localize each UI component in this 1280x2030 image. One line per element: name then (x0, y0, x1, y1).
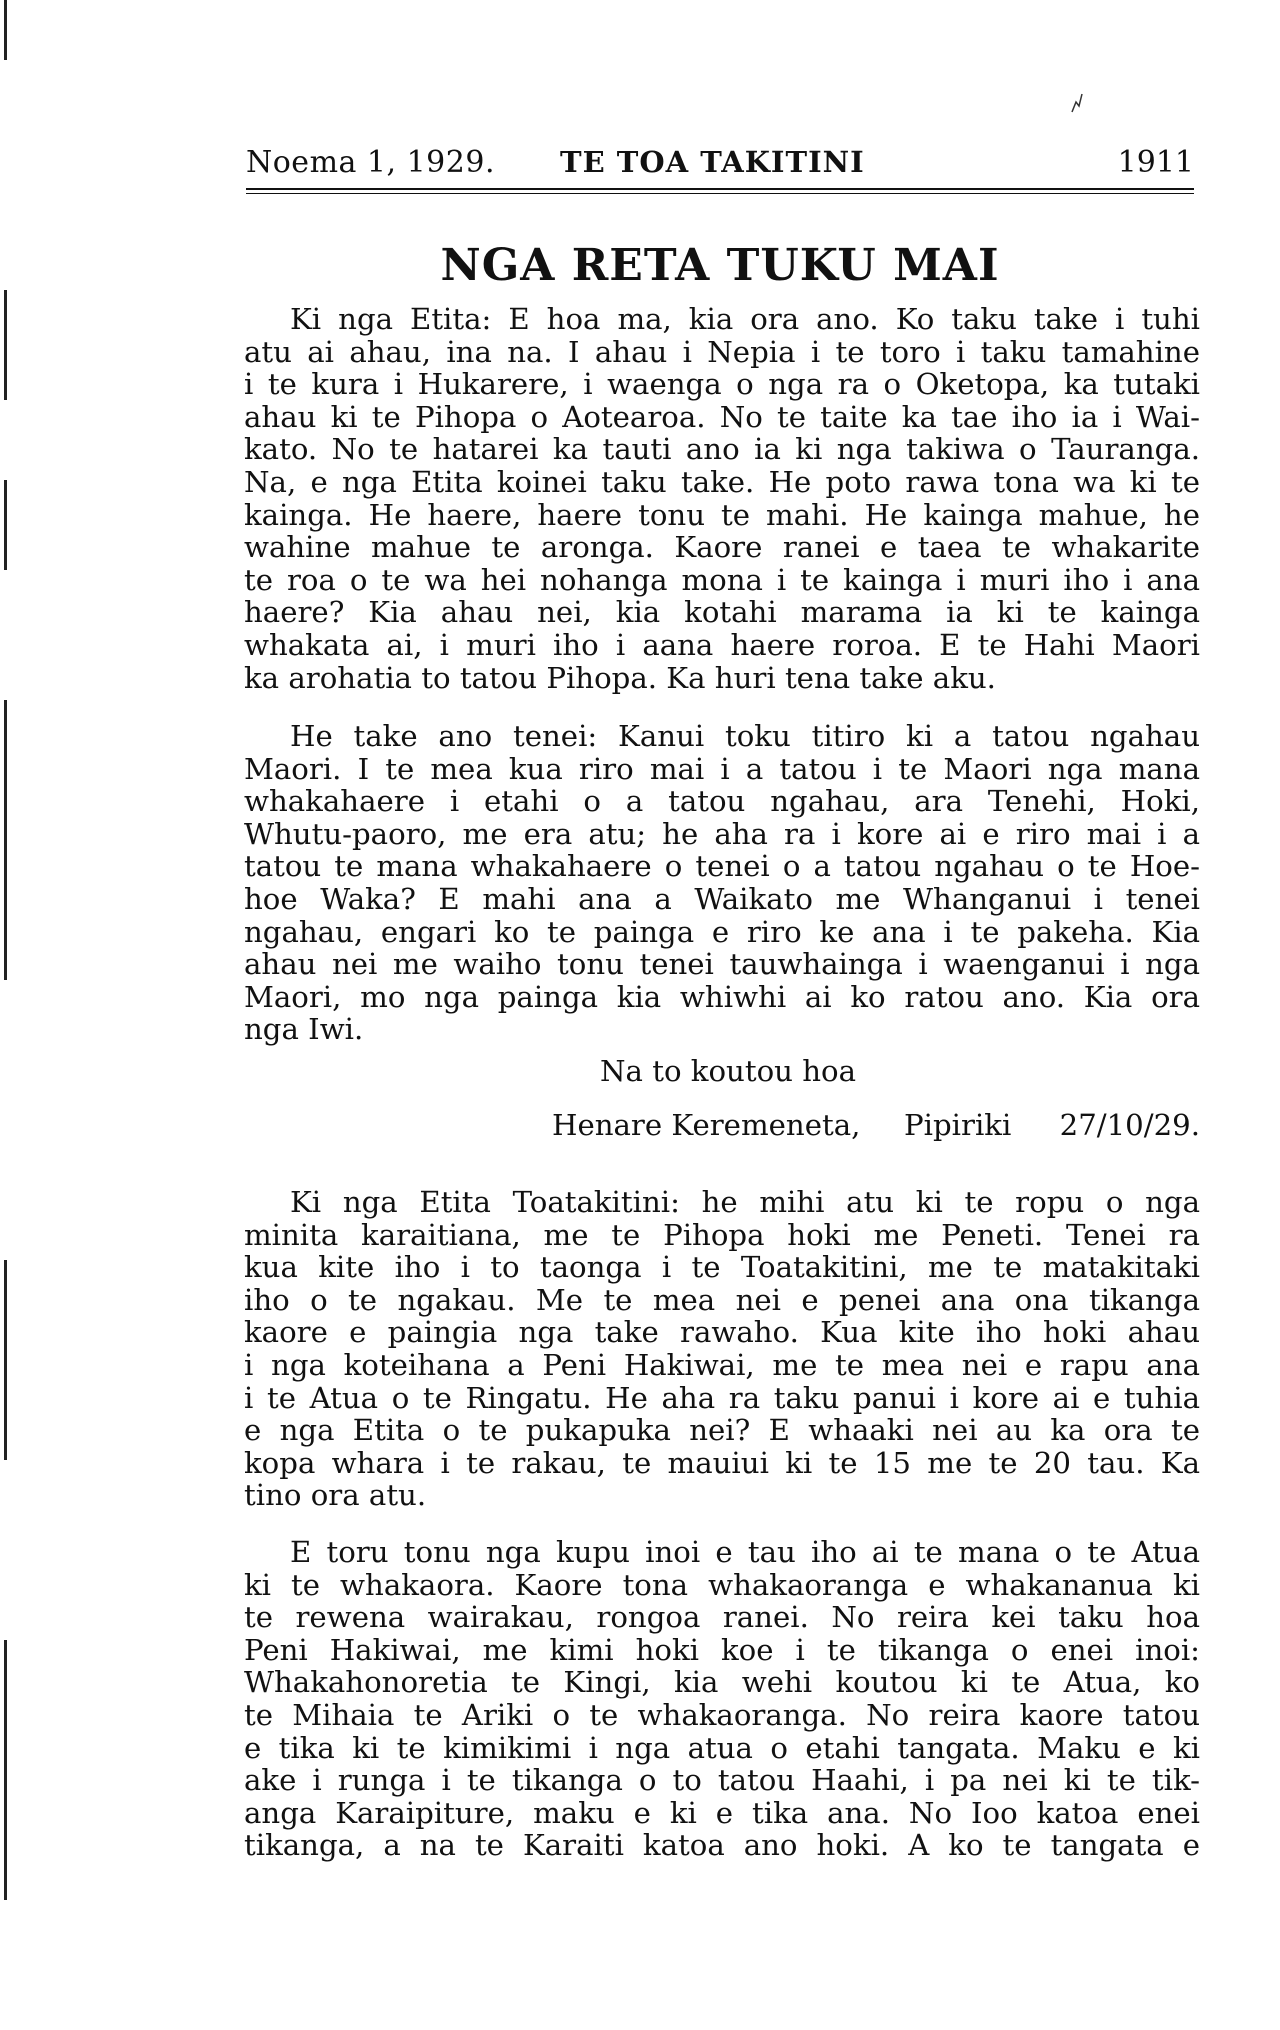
ink-speck (1070, 92, 1084, 116)
text-line: whakahaere i etahi o a tatou ngahau, ara Tenehi, Hoki, (244, 784, 1200, 819)
binding-mark (4, 1640, 7, 1900)
text-line: kainga. He haere, haere tonu te mahi. He kainga mahue, he (244, 497, 1200, 532)
signature-date: 27/10/29. (1059, 1108, 1200, 1142)
text-line: He take ano tenei: Kanui toku titiro ki a tatou ngahau (290, 719, 1200, 753)
text-line: te Mihaia te Ariki o te whakaoranga. No reira kaore tatou (244, 1697, 1200, 1732)
text-line: Na, e nga Etita koinei taku take. He poto rawa tona wa ki te (244, 464, 1200, 499)
header-rule (246, 188, 1194, 190)
text-line: E toru tonu nga kupu inoi e tau iho ai te mana o te Atua (290, 1535, 1200, 1569)
running-header (246, 145, 1194, 187)
text-line: Maori, mo nga painga kia whiwhi ai ko ratou ano. Kia ora (244, 979, 1200, 1014)
text-line: kato. No te hatarei ka tauti ano ia ki nga takiwa o Tauranga. (244, 432, 1200, 467)
text-line: i te Atua o te Ringatu. He aha ra taku panui i kore ai e tuhia (244, 1380, 1200, 1415)
text-line: e nga Etita o te pukapuka nei? E whaaki nei au ka ora te (244, 1413, 1200, 1448)
binding-mark (4, 290, 7, 400)
text-line: Ki nga Etita Toatakitini: he mihi atu ki te ropu o nga (290, 1185, 1200, 1219)
text-line: i te kura i Hukarere, i waenga o nga ra o Oketopa, ka tutaki (244, 367, 1200, 402)
letter1-paragraph1 (244, 303, 1200, 694)
binding-mark (4, 700, 7, 980)
text-line: Whutu-paoro, me era atu; he aha ra i kore ai e riro mai i a (244, 816, 1200, 851)
binding-mark (4, 1260, 7, 1460)
text-line: te roa o te wa hei nohanga mona i te kainga i muri iho i ana (244, 562, 1200, 597)
letter2-paragraph2 (244, 1536, 1200, 1862)
binding-mark (4, 480, 7, 570)
binding-edge (0, 0, 16, 2030)
signature-place: Pipiriki (904, 1108, 1012, 1142)
letter1-paragraph2 (244, 720, 1200, 1046)
text-line: tikanga, a na te Karaiti katoa ano hoki. A ko te tangata e (244, 1828, 1200, 1863)
section-heading: NGA RETA TUKU MAI (440, 240, 1000, 291)
letter2-paragraph1 (244, 1186, 1200, 1512)
text-line: ka arohatia to tatou Pihopa. Ka huri tena take aku. (244, 660, 996, 695)
text-line: nga Iwi. (244, 1012, 364, 1047)
text-line: i nga koteihana a Peni Hakiwai, me te mea nei e rapu ana (244, 1347, 1200, 1382)
text-line: atu ai ahau, ina na. I ahau i Nepia i te toro i taku tamahine (244, 334, 1200, 369)
text-line: Whakahonoretia te Kingi, kia wehi koutou ki te Atua, ko (244, 1665, 1200, 1700)
header-rule (246, 193, 1194, 194)
letter-closing: Na to koutou hoa (600, 1054, 857, 1088)
text-line: tatou te mana whakahaere o tenei o a tatou ngahau o te Hoe- (244, 849, 1200, 884)
text-line: minita karaitiana, me te Pihopa hoki me Peneti. Tenei ra (244, 1217, 1200, 1252)
text-line: kua kite iho i to taonga i te Toatakitini, me te matakitaki (244, 1250, 1200, 1285)
text-line: wahine mahue te aronga. Kaore ranei e taea te whakarite (244, 530, 1200, 565)
text-line: e tika ki te kimikimi i nga atua o etahi tangata. Maku e ki (244, 1730, 1200, 1765)
text-line: whakata ai, i muri iho i aana haere roroa. E te Hahi Maori (244, 627, 1200, 662)
text-line: ki te whakaora. Kaore tona whakaoranga e whakananua ki (244, 1567, 1200, 1602)
text-line: kaore e paingia nga take rawaho. Kua kite iho hoki ahau (244, 1315, 1200, 1350)
text-line: Peni Hakiwai, me kimi hoki koe i te tikanga o enei inoi: (244, 1632, 1200, 1667)
text-line: ahau ki te Pihopa o Aotearoa. No te taite ka tae iho ia i Wai- (244, 399, 1200, 434)
text-line: tino ora atu. (244, 1478, 427, 1513)
text-line: anga Karaipiture, maku e ki e tika ana. No Ioo katoa enei (244, 1795, 1200, 1830)
binding-mark (4, 0, 7, 60)
text-line: Maori. I te mea kua riro mai i a tatou i te Maori nga mana (244, 751, 1200, 786)
text-line: te rewena wairakau, rongoa ranei. No reira kei taku hoa (244, 1600, 1200, 1635)
text-line: ahau nei me waiho tonu tenei tauwhainga i waenganui i nga (244, 947, 1200, 982)
text-line: haere? Kia ahau nei, kia kotahi marama ia ki te kainga (244, 595, 1200, 630)
text-line: iho o te ngakau. Me te mea nei e penei ana ona tikanga (244, 1282, 1200, 1317)
page-number: 1911 (1117, 145, 1194, 180)
text-line: ngahau, engari ko te painga e riro ke ana i te pakeha. Kia (244, 914, 1200, 949)
signature-name: Henare Keremeneta, (552, 1108, 861, 1142)
text-line: Ki nga Etita: E hoa ma, kia ora ano. Ko taku take i tuhi (290, 302, 1200, 336)
publication-title: TE TOA TAKITINI (560, 145, 865, 179)
text-line: hoe Waka? E mahi ana a Waikato me Whanganui i tenei (244, 881, 1200, 916)
header-date: Noema 1, 1929. (246, 145, 495, 180)
text-line: kopa whara i te rakau, te mauiui ki te 15 me te 20 tau. Ka (244, 1445, 1200, 1480)
text-line: ake i runga i te tikanga o to tatou Haahi, i pa nei ki te tik- (244, 1763, 1200, 1798)
